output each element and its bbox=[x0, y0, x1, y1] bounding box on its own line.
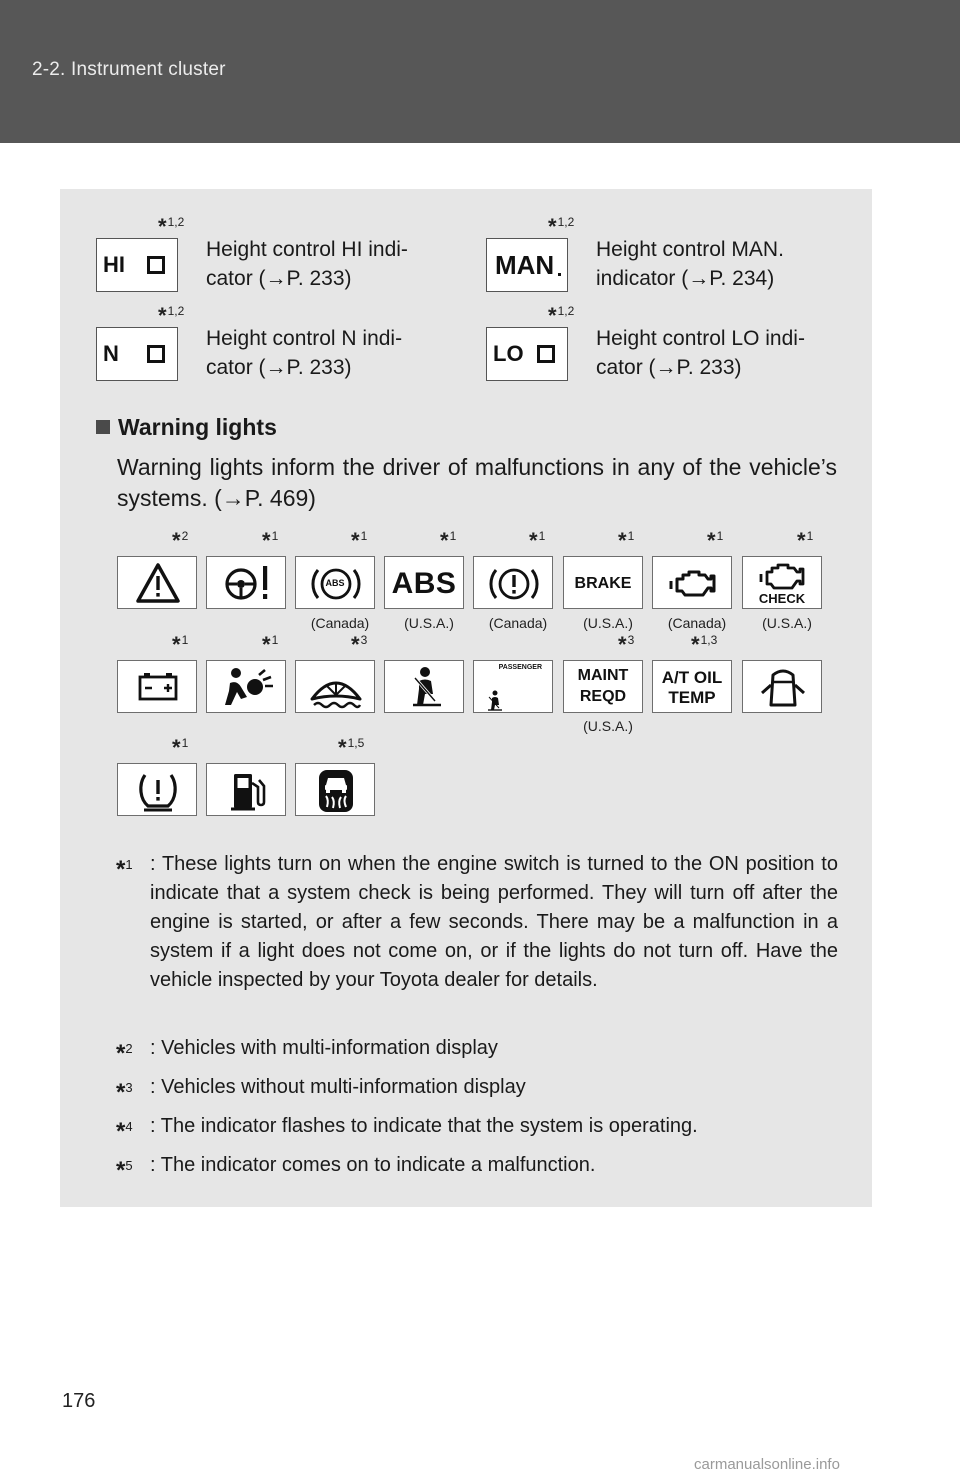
footnote-marker: *$^1$ bbox=[351, 528, 368, 553]
n-description: Height control N indi- cator (→P. 233) bbox=[206, 327, 403, 379]
passenger-seatbelt-icon: PASSENGER bbox=[473, 660, 553, 713]
footnote-marker: *$^1$ bbox=[262, 632, 279, 657]
tire-pressure-icon bbox=[117, 763, 197, 816]
abs-text-icon: ABS bbox=[384, 556, 464, 609]
lo-indicator-icon: LO bbox=[486, 327, 568, 381]
washer-fluid-icon bbox=[295, 660, 375, 713]
footnote-3: *$^3$ : Vehicles without multi-information display bbox=[116, 1076, 526, 1106]
footnote-marker: *$^1$ bbox=[618, 528, 635, 553]
steering-warning-icon bbox=[206, 556, 286, 609]
battery-icon bbox=[117, 660, 197, 713]
lamp-region-label: (U.S.A.) bbox=[762, 615, 812, 631]
lo-description: Height control LO indi- cator (→P. 233) bbox=[596, 327, 805, 379]
warning-lights-heading: Warning lights bbox=[96, 414, 277, 441]
lamp-region-label: (U.S.A.) bbox=[583, 615, 633, 631]
man-description: Height control MAN. indicator (→P. 234) bbox=[596, 238, 784, 290]
lamp-region-label: (Canada) bbox=[488, 615, 548, 631]
seatbelt-icon bbox=[384, 660, 464, 713]
watermark: carmanualsonline.info bbox=[694, 1456, 840, 1473]
footnote-marker: *$^1$ bbox=[172, 632, 189, 657]
engine-icon bbox=[652, 556, 732, 609]
footnote-4: *$^4$ : The indicator flashes to indicate that the system is operating. bbox=[116, 1115, 698, 1145]
footnote-2: *$^2$ : Vehicles with multi-information display bbox=[116, 1037, 498, 1067]
page-number: 176 bbox=[62, 1390, 96, 1412]
footnote-marker: *$^1$ bbox=[529, 528, 546, 553]
footnote-marker: *$^{1,2}$ bbox=[548, 214, 575, 239]
footnote-marker: *$^{1,2}$ bbox=[548, 303, 575, 328]
footnote-marker: *$^1$ bbox=[440, 528, 457, 553]
footnote-marker: *$^1$ bbox=[262, 528, 279, 553]
footnote-marker: *$^{1,3}$ bbox=[691, 632, 718, 657]
man-indicator-icon: MAN bbox=[486, 238, 568, 292]
section-title: 2-2. Instrument cluster bbox=[32, 59, 226, 80]
hi-indicator-icon: HI bbox=[96, 238, 178, 292]
lamp-region-label: (Canada) bbox=[667, 615, 727, 631]
slip-indicator-icon bbox=[295, 763, 375, 816]
hi-description: Height control HI indi- cator (→P. 233) bbox=[206, 238, 408, 290]
master-warning-icon bbox=[117, 556, 197, 609]
check-engine-icon: CHECK bbox=[742, 556, 822, 609]
at-oil-temp-icon: A/T OIL TEMP bbox=[652, 660, 732, 713]
footnote-1: *$^1$ : These lights turn on when the engine switch is turned to the ON position to indicate that a system check is being performed. They will turn off after the engine is started, or after a few seconds. There may be a malfunction in a system if a light does not come on, or if the lights do not turn off. Have the vehicle inspected by your Toyota dealer for details. bbox=[116, 853, 838, 991]
warning-lights-description: Warning lights inform the driver of malfunctions in any of the vehicle’s systems. (→P. 469) bbox=[117, 454, 837, 511]
footnote-marker: *$^1$ bbox=[172, 735, 189, 760]
footnote-marker: *$^{1,5}$ bbox=[338, 735, 365, 760]
footnote-marker: *$^3$ bbox=[618, 632, 635, 657]
airbag-icon bbox=[206, 660, 286, 713]
fuel-icon bbox=[206, 763, 286, 816]
maint-reqd-icon: MAINT REQD bbox=[563, 660, 643, 713]
footnote-marker: *$^2$ bbox=[172, 528, 189, 553]
footnote-marker: *$^1$ bbox=[797, 528, 814, 553]
footnote-marker: *$^{1,2}$ bbox=[158, 214, 185, 239]
n-indicator-icon: N bbox=[96, 327, 178, 381]
abs-circle-icon: ABS bbox=[295, 556, 375, 609]
footnote-5: *$^5$ : The indicator comes on to indicate a malfunction. bbox=[116, 1154, 596, 1184]
footnote-marker: *$^{1,2}$ bbox=[158, 303, 185, 328]
door-open-icon bbox=[742, 660, 822, 713]
page-header bbox=[0, 0, 960, 143]
lamp-region-label: (U.S.A.) bbox=[583, 718, 633, 734]
lamp-region-label: (Canada) bbox=[310, 615, 370, 631]
brake-circle-icon bbox=[473, 556, 553, 609]
lamp-region-label: (U.S.A.) bbox=[404, 615, 454, 631]
brake-text-icon: BRAKE bbox=[563, 556, 643, 609]
footnote-marker: *$^3$ bbox=[351, 632, 368, 657]
square-bullet-icon bbox=[96, 420, 110, 434]
footnote-marker: *$^1$ bbox=[707, 528, 724, 553]
